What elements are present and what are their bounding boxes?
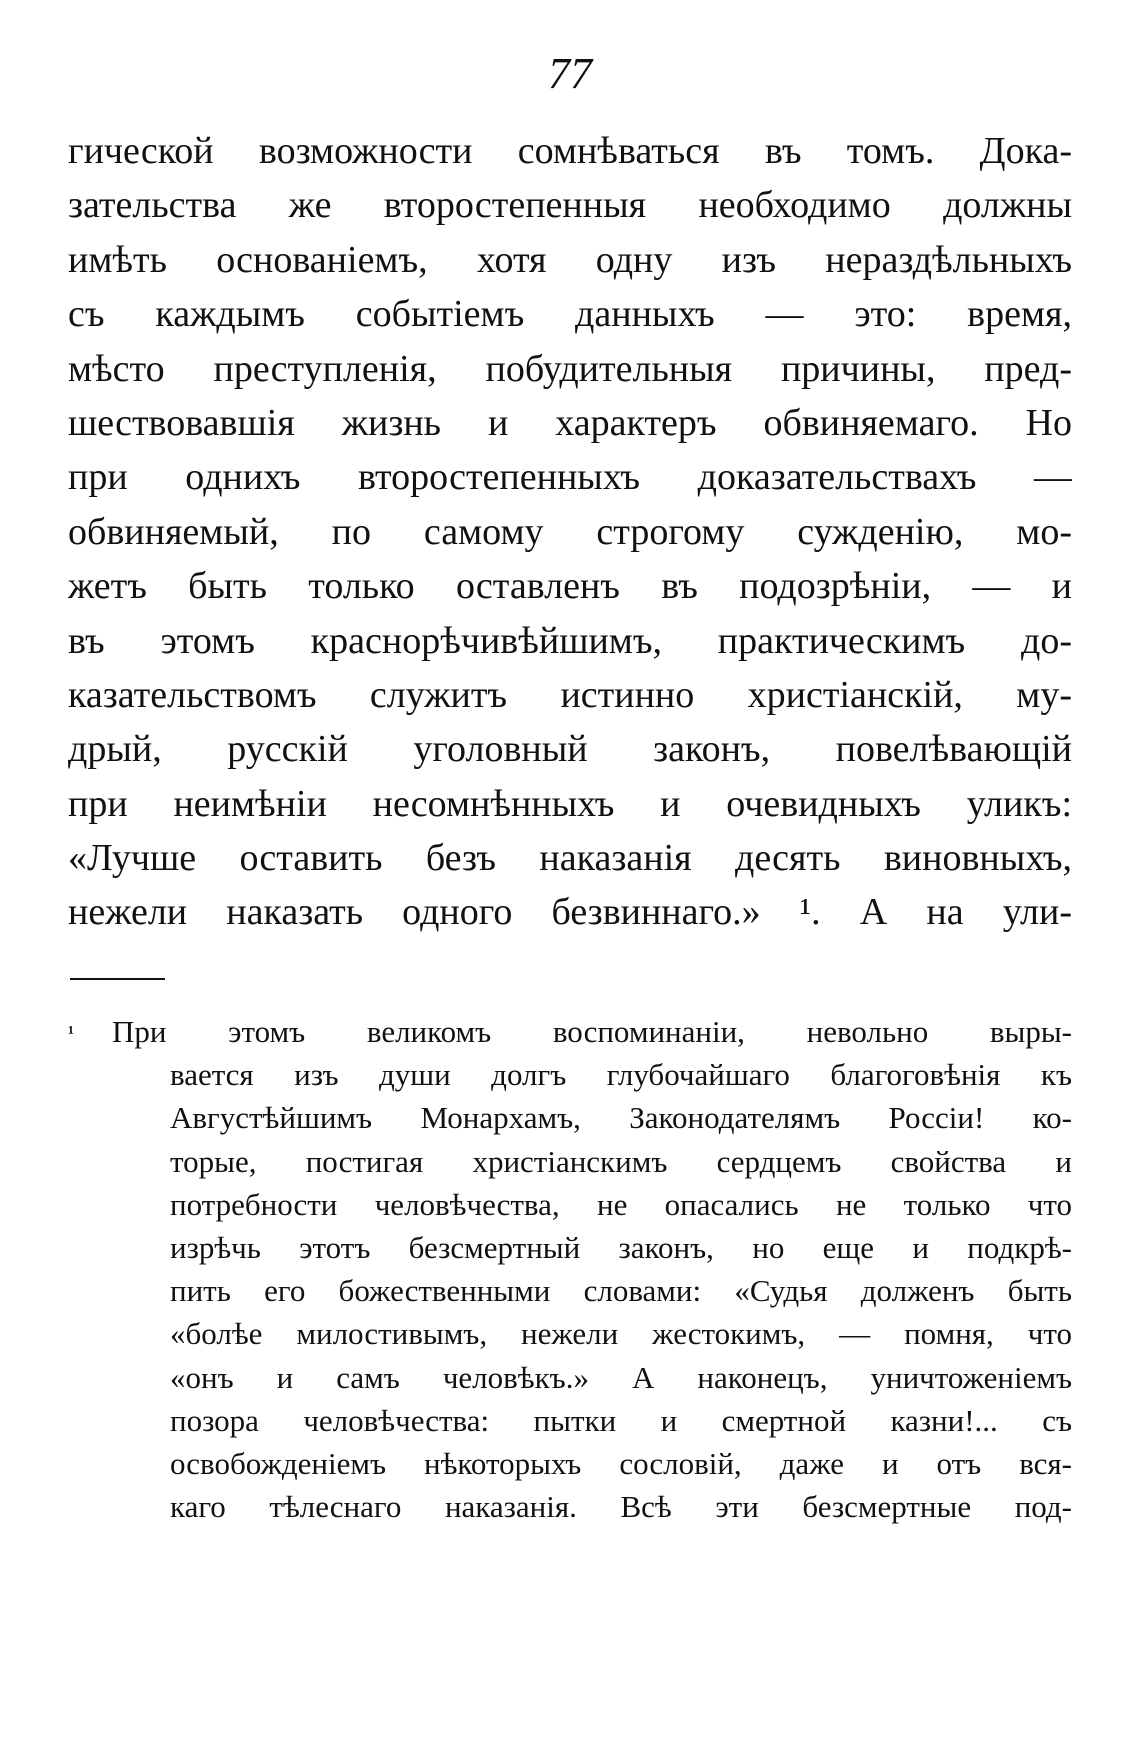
text-line: гической возможности сомнѣваться въ томъ. Дока- bbox=[68, 130, 1072, 172]
footnote-line: торые, постигая христіанскимъ сердцемъ свойства и bbox=[170, 1143, 1072, 1179]
footnote bbox=[68, 1010, 1072, 1528]
footnote-line: потребности человѣчества, не опасались не только что bbox=[170, 1186, 1072, 1222]
text-line: «Лучше оставить безъ наказанія десять виновныхъ, bbox=[68, 837, 1072, 880]
footnote-separator bbox=[70, 978, 165, 980]
text-line: дрый, русскій уголовный законъ, повелѣвающій bbox=[68, 728, 1072, 771]
footnote-marker: ¹ bbox=[68, 1022, 74, 1044]
footnote-line: освобожденіемъ нѣкоторыхъ сословій, даже и отъ вся- bbox=[170, 1445, 1072, 1481]
footnote-text bbox=[112, 1010, 1072, 1528]
page-number: 77 bbox=[548, 49, 592, 98]
text-line: мѣсто преступленія, побудительныя причины, пред- bbox=[68, 347, 1072, 390]
footnote-line: пить его божественными словами: «Судья долженъ быть bbox=[170, 1273, 1072, 1309]
text-line: въ этомъ краснорѣчивѣйшимъ, практическимъ до- bbox=[68, 619, 1072, 662]
footnote-line: вается изъ души долгъ глубочайшаго благоговѣнія къ bbox=[170, 1057, 1072, 1093]
footnote-line: При этомъ великомъ воспоминаніи, невольно выры- bbox=[112, 1014, 1072, 1049]
footnote-line: изрѣчь этотъ безсмертный законъ, но еще и подкрѣ- bbox=[170, 1229, 1072, 1265]
main-text bbox=[68, 124, 1072, 940]
footnote-line: «онъ и самъ человѣкъ.» А наконецъ, уничтоженіемъ bbox=[170, 1359, 1072, 1395]
text-line: нежели наказать одного безвиннаго.» ¹. А на ули- bbox=[68, 891, 1072, 934]
text-line: обвиняемый, по самому строгому сужденію, мо- bbox=[68, 510, 1072, 553]
text-line: при однихъ второстепенныхъ доказательствахъ — bbox=[68, 456, 1072, 499]
footnote-line: «болѣе милостивымъ, нежели жестокимъ, — помня, что bbox=[170, 1316, 1072, 1352]
text-line: имѣть основаніемъ, хотя одну изъ нераздѣльныхъ bbox=[68, 238, 1072, 281]
text-line: при неимѣніи несомнѣнныхъ и очевидныхъ уликъ: bbox=[68, 782, 1072, 825]
footnote-line: каго тѣлеснаго наказанія. Всѣ эти безсмертные под- bbox=[170, 1489, 1072, 1525]
footnote-line: Августѣйшимъ Монархамъ, Законодателямъ Россіи! ко- bbox=[170, 1100, 1072, 1136]
text-line: казательствомъ служитъ истинно христіанскій, му- bbox=[68, 673, 1072, 716]
footnote-line: позора человѣчества: пытки и смертной казни!... съ bbox=[170, 1402, 1072, 1438]
text-line: жетъ быть только оставленъ въ подозрѣніи, — и bbox=[68, 565, 1072, 608]
text-line: съ каждымъ событіемъ данныхъ — это: время, bbox=[68, 293, 1072, 336]
text-line: зательства же второстепенныя необходимо должны bbox=[68, 184, 1072, 227]
text-line: шествовавшія жизнь и характеръ обвиняемаго. Но bbox=[68, 401, 1072, 444]
